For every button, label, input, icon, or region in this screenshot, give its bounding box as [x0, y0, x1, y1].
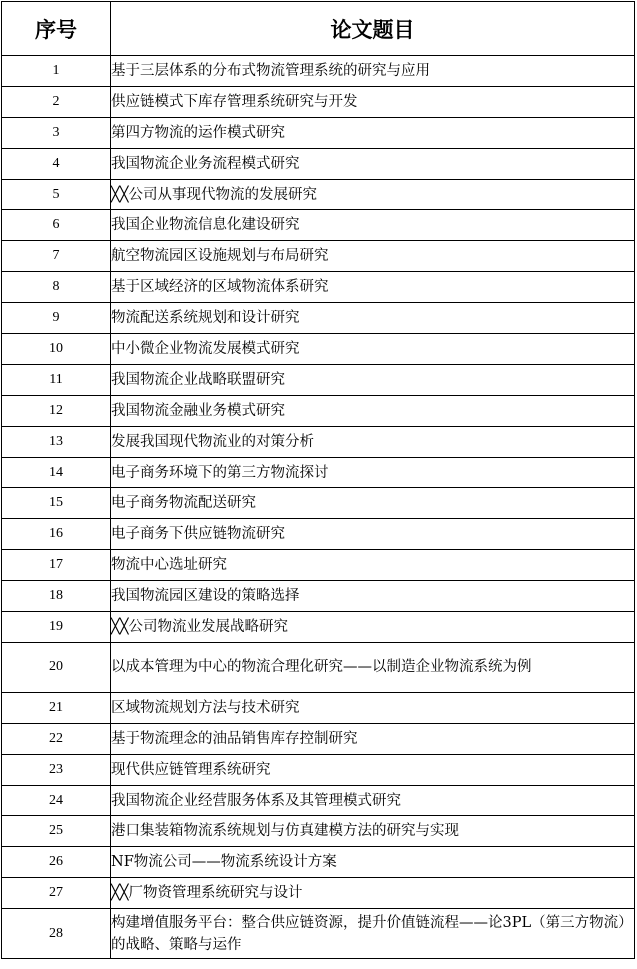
row-title: ╳╳厂物资管理系统研究与设计: [111, 878, 635, 909]
thesis-topic-sheet: [1, 1, 635, 959]
row-number: 20: [2, 642, 111, 692]
row-number: 5: [2, 179, 111, 210]
row-number: 21: [2, 692, 111, 723]
table-header-row: [2, 2, 635, 56]
row-title: 基于物流理念的油品销售库存控制研究: [111, 723, 635, 754]
row-number: 27: [2, 878, 111, 909]
row-number: 26: [2, 847, 111, 878]
row-number: 13: [2, 426, 111, 457]
row-title: 中小微企业物流发展模式研究: [111, 334, 635, 365]
row-number: 25: [2, 816, 111, 847]
row-number: 24: [2, 785, 111, 816]
row-number: 10: [2, 334, 111, 365]
row-title: 发展我国现代物流业的对策分析: [111, 426, 635, 457]
table-row: [2, 816, 635, 847]
table-row: [2, 692, 635, 723]
row-title: 基于三层体系的分布式物流管理系统的研究与应用: [111, 56, 635, 87]
row-number: 18: [2, 581, 111, 612]
table-row: [2, 642, 635, 692]
table-row: [2, 847, 635, 878]
row-title: 物流配送系统规划和设计研究: [111, 303, 635, 334]
table-row: [2, 56, 635, 87]
row-number: 17: [2, 550, 111, 581]
table-row: [2, 909, 635, 959]
row-title: ╳╳公司物流业发展战略研究: [111, 612, 635, 643]
row-number: 14: [2, 457, 111, 488]
row-number: 16: [2, 519, 111, 550]
row-number: 22: [2, 723, 111, 754]
row-title: 我国物流企业战略联盟研究: [111, 364, 635, 395]
table-row: [2, 878, 635, 909]
table-row: [2, 117, 635, 148]
row-number: 8: [2, 272, 111, 303]
row-title: ╳╳公司从事现代物流的发展研究: [111, 179, 635, 210]
thesis-topic-table: [1, 1, 635, 959]
row-title: 现代供应链管理系统研究: [111, 754, 635, 785]
table-row: [2, 426, 635, 457]
table-row: [2, 457, 635, 488]
row-number: 11: [2, 364, 111, 395]
row-title: 物流中心选址研究: [111, 550, 635, 581]
row-number: 23: [2, 754, 111, 785]
row-number: 2: [2, 86, 111, 117]
row-title: 第四方物流的运作模式研究: [111, 117, 635, 148]
row-title: 我国物流园区建设的策略选择: [111, 581, 635, 612]
table-row: [2, 210, 635, 241]
table-row: [2, 519, 635, 550]
row-title: 电子商务下供应链物流研究: [111, 519, 635, 550]
table-row: [2, 303, 635, 334]
row-title: 我国物流企业务流程模式研究: [111, 148, 635, 179]
table-row: [2, 581, 635, 612]
row-title: 我国企业物流信息化建设研究: [111, 210, 635, 241]
row-number: 19: [2, 612, 111, 643]
table-row: [2, 612, 635, 643]
row-number: 9: [2, 303, 111, 334]
table-row: [2, 148, 635, 179]
row-number: 28: [2, 909, 111, 959]
row-title: 以成本管理为中心的物流合理化研究——以制造企业物流系统为例: [111, 642, 635, 692]
row-title: 区域物流规划方法与技术研究: [111, 692, 635, 723]
row-number: 7: [2, 241, 111, 272]
row-title: 航空物流园区设施规划与布局研究: [111, 241, 635, 272]
row-title: 构建增值服务平台：整合供应链资源，提升价值链流程——论3PL（第三方物流）的战略、策略与运作: [111, 909, 635, 959]
row-title: 我国物流企业经营服务体系及其管理模式研究: [111, 785, 635, 816]
table-row: [2, 334, 635, 365]
header-cell-number: 序号: [2, 2, 111, 56]
row-title: 港口集装箱物流系统规划与仿真建模方法的研究与实现: [111, 816, 635, 847]
row-title: NF物流公司——物流系统设计方案: [111, 847, 635, 878]
row-number: 15: [2, 488, 111, 519]
row-number: 12: [2, 395, 111, 426]
table-row: [2, 395, 635, 426]
row-title: 电子商务物流配送研究: [111, 488, 635, 519]
row-number: 4: [2, 148, 111, 179]
row-number: 3: [2, 117, 111, 148]
table-row: [2, 272, 635, 303]
row-title: 供应链模式下库存管理系统研究与开发: [111, 86, 635, 117]
header-cell-title: 论文题目: [111, 2, 635, 56]
table-row: [2, 86, 635, 117]
table-row: [2, 241, 635, 272]
table-row: [2, 550, 635, 581]
table-row: [2, 488, 635, 519]
table-row: [2, 179, 635, 210]
table-row: [2, 754, 635, 785]
row-number: 1: [2, 56, 111, 87]
row-title: 我国物流金融业务模式研究: [111, 395, 635, 426]
row-number: 6: [2, 210, 111, 241]
table-row: [2, 785, 635, 816]
row-title: 电子商务环境下的第三方物流探讨: [111, 457, 635, 488]
row-title: 基于区域经济的区域物流体系研究: [111, 272, 635, 303]
table-row: [2, 364, 635, 395]
table-row: [2, 723, 635, 754]
